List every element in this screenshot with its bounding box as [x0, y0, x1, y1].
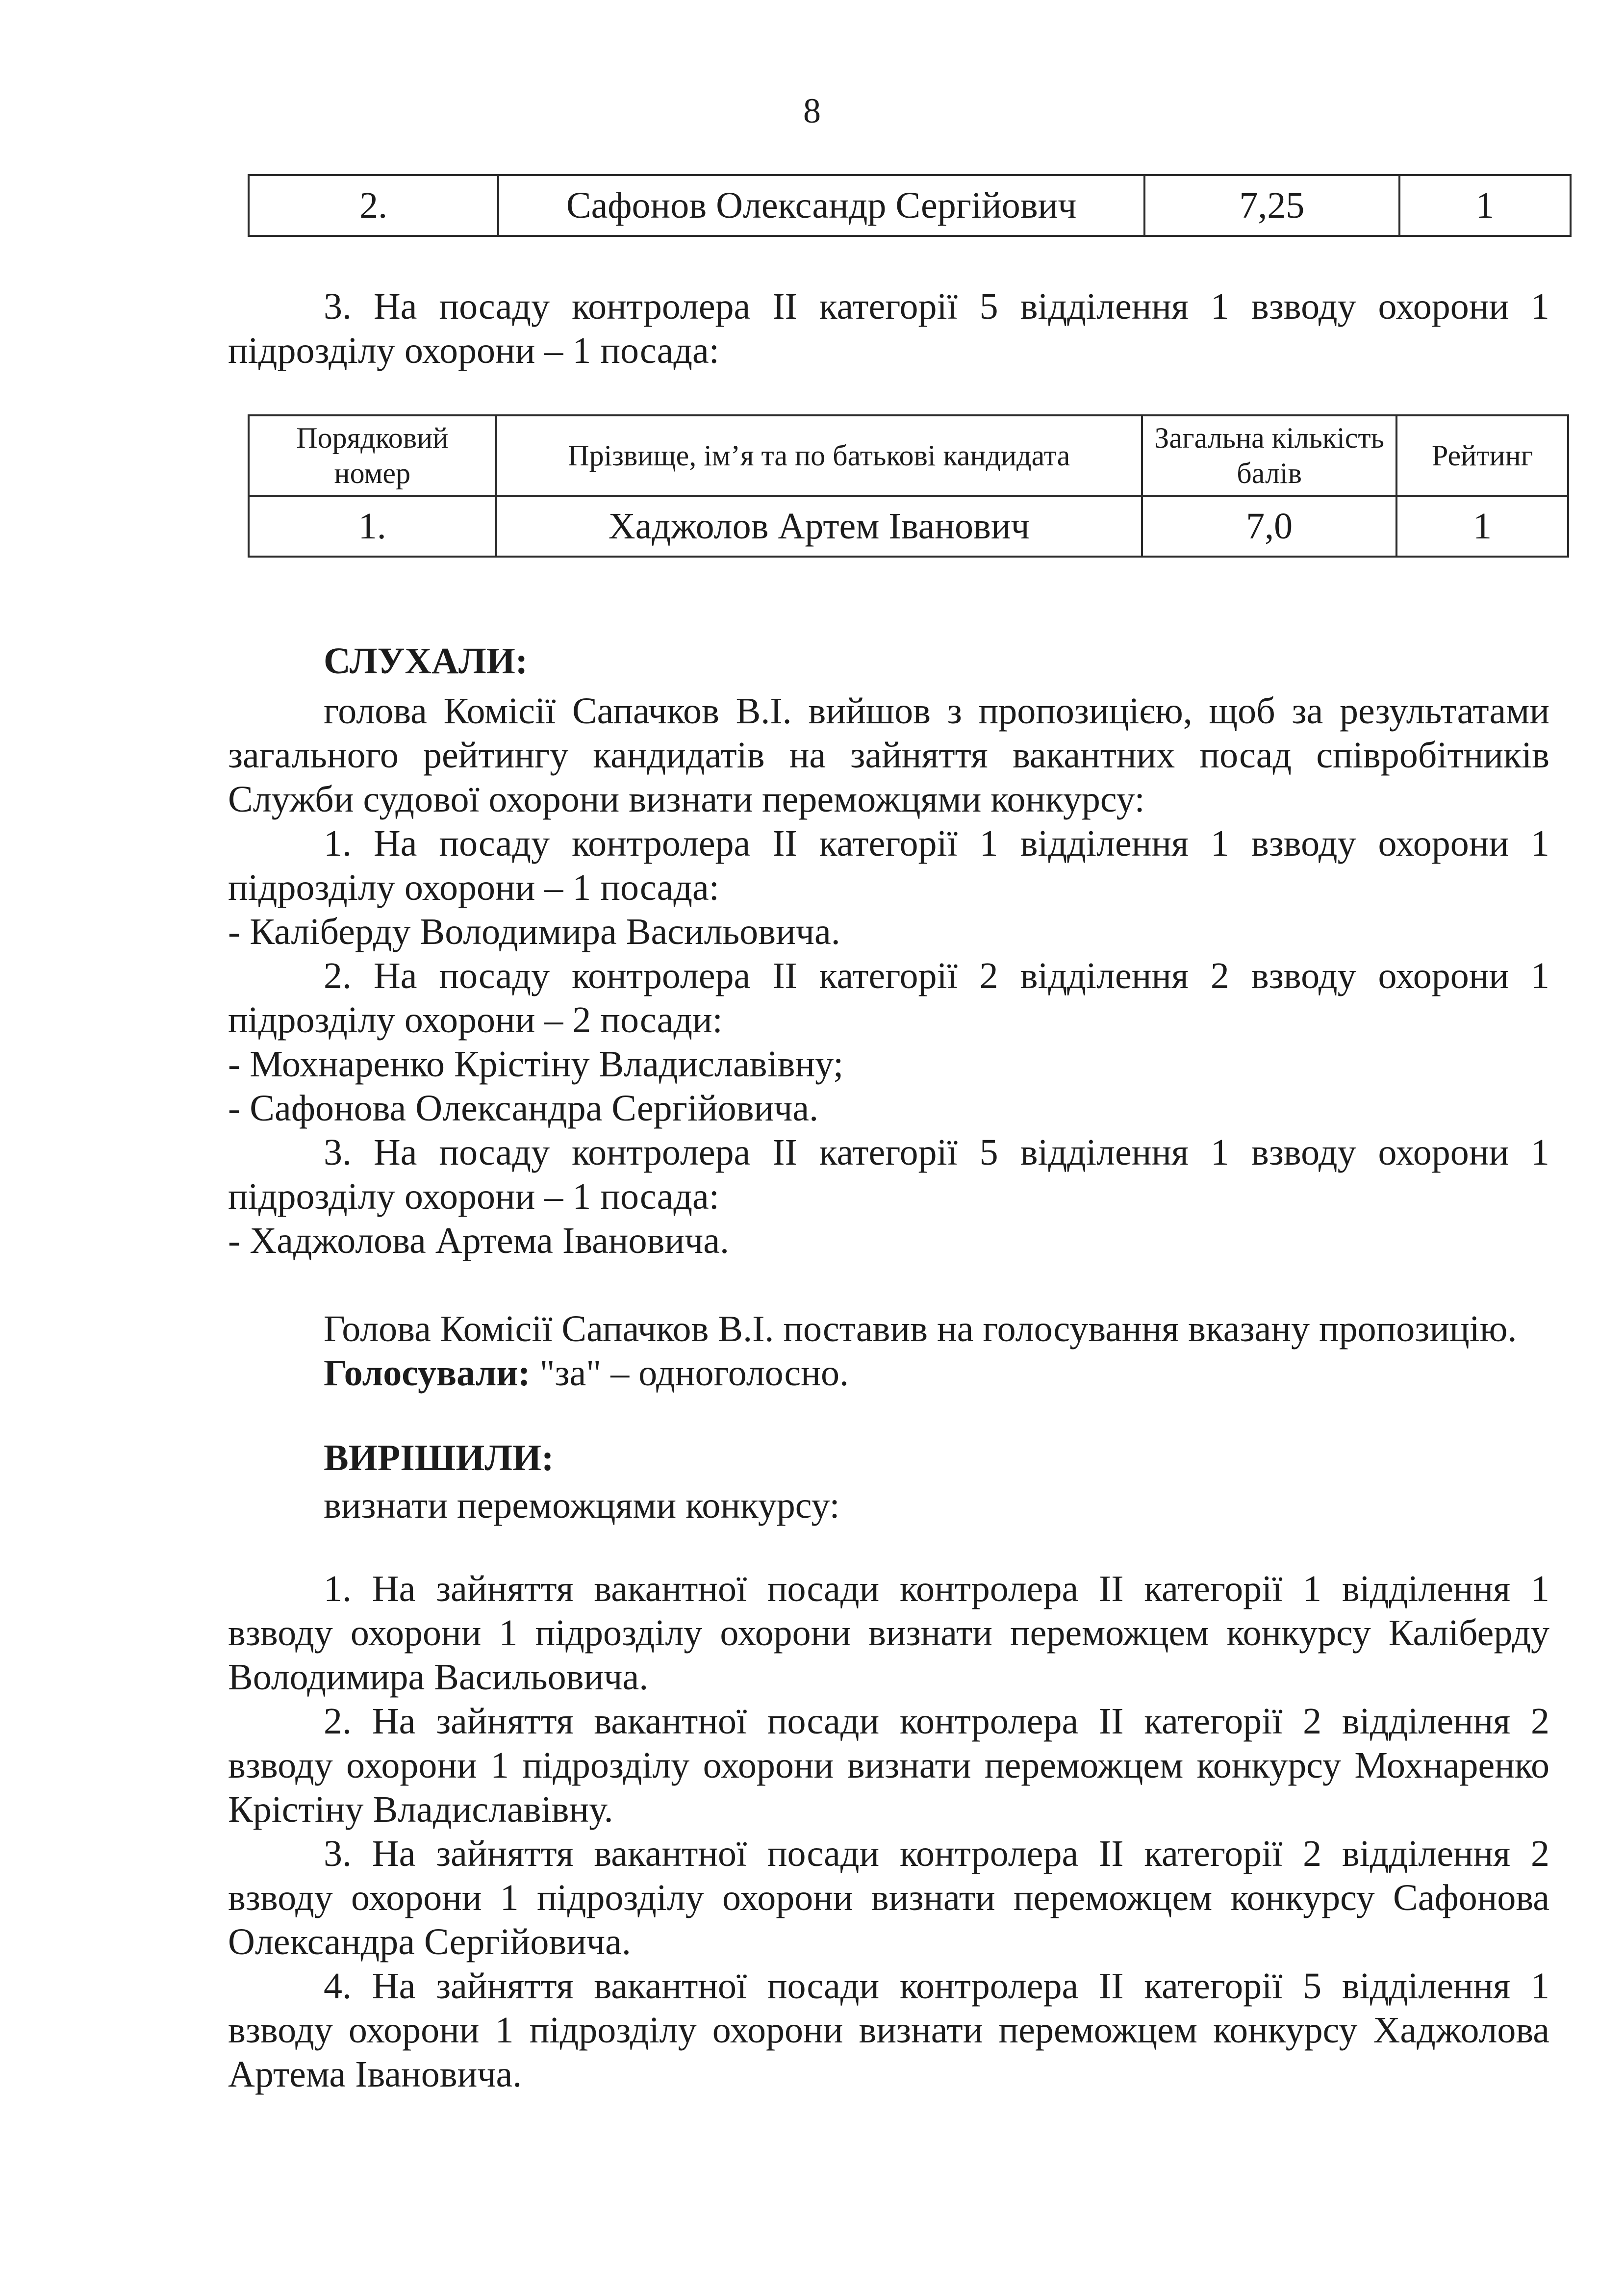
cell-rating: 1 [1399, 175, 1571, 236]
vote-result: "за" – одноголосно. [539, 1352, 849, 1394]
cell-name: Хаджолов Артем Іванович [496, 496, 1142, 557]
table-header-row [249, 415, 1568, 496]
decided-intro: визнати переможцями конкурсу: [324, 1485, 840, 1526]
table-row [249, 175, 1571, 236]
header-number: Порядковий номер [249, 415, 496, 496]
header-rating: Рейтинг [1396, 415, 1568, 496]
heard-item-2: 2. На посаду контролера ІІ категорії 2 відділення 2 взводу охорони 1 підрозділу охорони – 2 посади: [228, 955, 1549, 1041]
cell-score: 7,0 [1142, 496, 1396, 557]
page-number: 8 [803, 91, 821, 130]
heard-intro: голова Комісії Сапачков В.І. вийшов з пропозицією, щоб за результатами загального рейтингу кандидатів на зайняття вакантних посад співробітників Служби судової охорони визнати переможцями конкурсу: [228, 690, 1549, 820]
vote-label: Голосували: [324, 1352, 531, 1394]
vote-text: Голова Комісії Сапачков В.І. поставив на голосування вказану пропозицію. [324, 1308, 1517, 1350]
table-row [249, 496, 1568, 557]
heard-heading: СЛУХАЛИ: [324, 640, 528, 682]
candidates-table-previous [248, 174, 1572, 237]
heard-name: - Сафонова Олександра Сергійовича. [228, 1088, 819, 1129]
vote-line [324, 1351, 849, 1395]
heard-name: - Каліберду Володимира Васильовича. [228, 911, 840, 952]
decided-item-4: 4. На зайняття вакантної посади контролера ІІ категорії 5 відділення 1 взводу охорони 1 підрозділу охорони визнати переможцем конкурсу Хаджолова Артема Івановича. [228, 1965, 1549, 2095]
section3-title: 3. На посаду контролера ІІ категорії 5 відділення 1 взводу охорони 1 підрозділу охорони – 1 посада: [228, 286, 1549, 371]
heard-item-3: 3. На посаду контролера ІІ категорії 5 відділення 1 взводу охорони 1 підрозділу охорони – 1 посада: [228, 1132, 1549, 1217]
heard-item-1: 1. На посаду контролера ІІ категорії 1 відділення 1 взводу охорони 1 підрозділу охорони – 1 посада: [228, 823, 1549, 908]
decided-heading: ВИРІШИЛИ: [324, 1437, 554, 1478]
decided-item-3: 3. На зайняття вакантної посади контролера ІІ категорії 2 відділення 2 взводу охорони 1 підрозділу охорони визнати переможцем конкурсу Сафонова Олександра Сергійовича. [228, 1833, 1549, 1963]
cell-score: 7,25 [1144, 175, 1399, 236]
decided-item-2: 2. На зайняття вакантної посади контролера ІІ категорії 2 відділення 2 взводу охорони 1 підрозділу охорони визнати переможцем конкурсу Мохнаренко Крістіну Владиславівну. [228, 1701, 1549, 1830]
header-score: Загальна кількість балів [1142, 415, 1396, 496]
header-name: Прізвище, ім’я та по батькові кандидата [496, 415, 1142, 496]
heard-name: - Хаджолова Артема Івановича. [228, 1220, 729, 1261]
candidates-table-position3 [248, 414, 1569, 558]
cell-name: Сафонов Олександр Сергійович [498, 175, 1144, 236]
heard-name: - Мохнаренко Крістіну Владиславівну; [228, 1044, 844, 1085]
cell-number: 1. [249, 496, 496, 557]
cell-rating: 1 [1396, 496, 1568, 557]
decided-item-1: 1. На зайняття вакантної посади контролера ІІ категорії 1 відділення 1 взводу охорони 1 підрозділу охорони визнати переможцем конкурсу Каліберду Володимира Васильовича. [228, 1568, 1549, 1698]
cell-number: 2. [249, 175, 498, 236]
